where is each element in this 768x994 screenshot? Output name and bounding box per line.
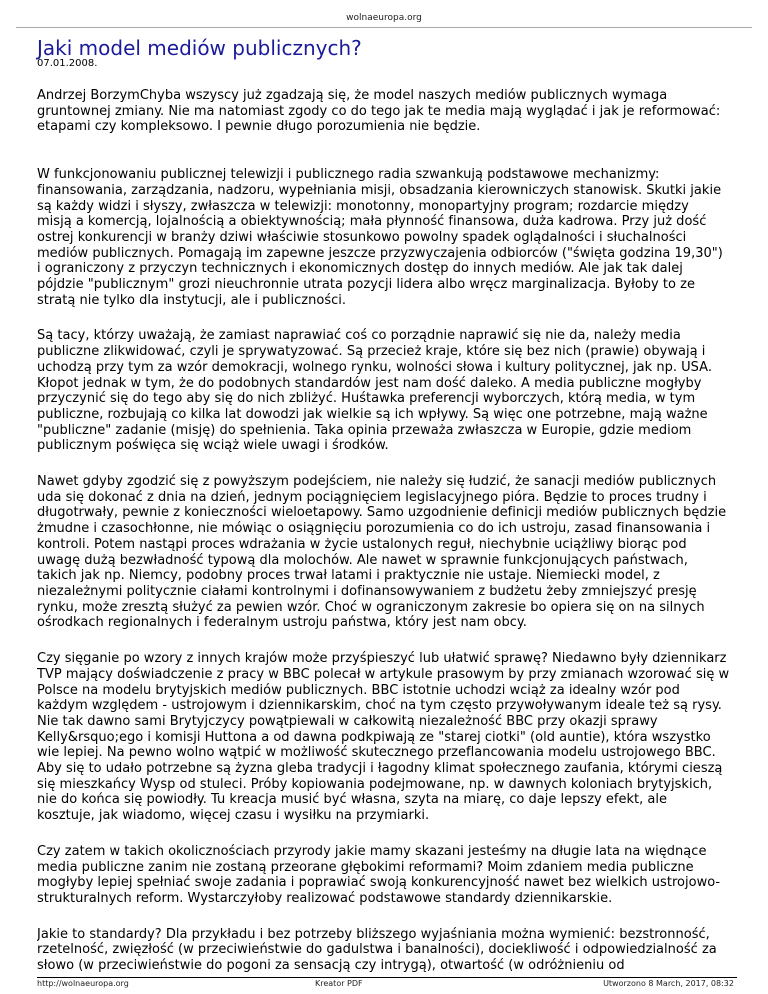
paragraph-lead: Andrzej BorzymChyba wszyscy już zgadzają się, że model naszych mediów publicznych wymaga gruntownej zmiany. Nie ma natomiast zgody co do tego jak te media mają wyglądać i jak je reformować: etapami czy kompleksowo. I pewnie długo porozumienia nie będzie. bbox=[37, 88, 721, 135]
paragraph: Nawet gdyby zgodzić się z powyższym podejściem, nie należy się łudzić, że sanacji mediów publicznych uda się dokonać z dnia na dzień, jednym pociągnięciem legislacyjnego pióra. Będzie to proces trudny i długotrwały, pewnie z konieczności wieloetapowy. Samo uzgodnienie definicji mediów publicznych będzie żmudne i czasochłonne, nie mówiąc o osiągnięciu porozumienia co do ich ustroju, zasad finansowania i kontroli. Potem nastąpi proces wdrażania w życie ustalonych reguł, niechybnie uciążliwy biorąc pod uwagę dużą bezwładność typową dla molochów. Ale nawet w sprawnie funkcjonujących państwach, takich jak np. Niemcy, podobny proces trwał latami i praktycznie nie ustaje. Niemiecki model, z niezależnymi politycznie ciałami kontrolnymi i dofinansowywaniem z budżetu żeby zmniejszyć presję rynku, może zresztą służyć za pewien wzór. Choć w ograniczonym zakresie bo opiera się on na silnych ośrodkach regionalnych i federalnym ustroju państwa, który jest nam obcy. bbox=[37, 474, 727, 631]
paragraph: W funkcjonowaniu publicznej telewizji i publicznego radia szwankują podstawowe mechanizmy: finansowania, zarządzania, nadzoru, wypełniania misji, obsadzania kierowniczych stanowisk. Skutki jakie są każdy widzi i słyszy, zwłaszcza w telewizji: monotonny, monopartyjny program; rozdarcie między misją a komercją, lojalnością a obiektywnością; mała płynność finansowa, duża kadrowa. Przy już dość ostrej konkurencji w branży dziwi właściwie stosunkowo powolny spadek oglądalności i słuchalności mediów publicznych. Pomagają im zapewne jeszcze przyzwyczajenia odbiorców ("święta godzina 19,30") i ograniczony z przyczyn technicznych i ekonomicznych dostęp do innych mediów. Ale jak tak dalej pójdzie "publicznym" grozi nieuchronnie utrata pozycji lidera albo wręcz marginalizacja. Byłoby to ze stratą nie tylko dla instytucji, ale i publiczności. bbox=[37, 167, 723, 308]
article-title: Jaki model mediów publicznych? bbox=[37, 36, 362, 60]
footer-created: Utworzono 8 March, 2017, 08:32 bbox=[603, 979, 734, 988]
paragraph: Czy zatem w takich okolicznościach przyrody jakie mamy skazani jesteśmy na długie lata na więdnące media publiczne zanim nie zostaną przeorane głębokimi reformami? Moim zdaniem media publiczne mogłyby lepiej spełniać swoje zadania i poprawiać swoją konkurencyjność nawet bez wielkich ustrojowo- strukturalnych reform. Wystarczyłoby realizować podstawowe standardy dziennikarskie. bbox=[37, 843, 721, 906]
article-date: 07.01.2008. bbox=[37, 58, 98, 69]
article-body bbox=[37, 88, 737, 974]
footer-url: http://wolnaeuropa.org bbox=[37, 979, 129, 988]
header-divider bbox=[16, 27, 752, 28]
footer-generator: Kreator PDF bbox=[315, 979, 363, 988]
site-header: wolnaeuropa.org bbox=[346, 13, 422, 23]
paragraph: Są tacy, którzy uważają, że zamiast naprawiać coś co porządnie naprawić się nie da, należy media publiczne zlikwidować, czyli je sprywatyzować. Są przecież kraje, które się bez nich (prawie) obywają i uchodzą przy tym za wzór demokracji, wolnego rynku, wolności słowa i kultury politycznej, jak np. USA. Kłopot jednak w tym, że do podobnych standardów jest nam dość daleko. A media publiczne mogłyby przyczynić się do tego aby się do nich zbliżyć. Huśtawka preferencji wyborczych, którą media, w tym publiczne, rozbujają co kilka lat dowodzi jak wielkie są ich wpływy. Są więc one potrzebne, mają ważne "publiczne" zadanie (misję) do spełnienia. Taka opinia przeważa zwłaszcza w Europie, gdzie mediom publicznym poświęca się wciąż wiele uwagi i środków. bbox=[37, 328, 712, 454]
footer-divider bbox=[37, 977, 737, 978]
paragraph: Jakie to standardy? Dla przykładu i bez potrzeby bliższego wyjaśniania można wymienić: bezstronność, rzetelność, zwięzłość (w przeciwieństwie do gadulstwa i banalności), dociekliwość i odpowiedzialność za słowo (w przeciwieństwie do pogoni za sensacją czy intrygą), otwartość (w odróżnieniu od bbox=[37, 926, 717, 974]
paragraph: Czy sięganie po wzory z innych krajów może przyśpieszyć lub ułatwić sprawę? Niedawno były dziennikarz TVP mający doświadczenie z pracy w BBC polecał w artykule prasowym by przy zmianach wzorować się w Polsce na modelu brytyjskich mediów publicznych. BBC istotnie uchodzi wciąż za idealny wzór pod każdym względem - ustrojowym i dziennikarskim, choć na tym często przywoływanym ideale też są rysy. Nie tak dawno sami Brytyjczycy powątpiewali w całkowitą niezależność BBC przy okazji sprawy Kelly&rsquo;ego i komisji Huttona a od dawna podkpiwają ze "starej ciotki" (old auntie), która wszystko wie lepiej. Na pewno wolno wątpić w możliwość skutecznego przeflancowania modelu ustrojowego BBC. Aby się to udało potrzebne są żyzna gleba tradycji i łagodny klimat społecznego zaufania, którymi cieszą się mieszkańcy Wysp od stuleci. Próby kopiowania podejmowane, np. w dawnych koloniach brytyjskich, nie do końca się powiodły. Tu kreacja musić być własna, szyta na miarę, co daje lepszy efekt, ale kosztuje, jak wiadomo, więcej czasu i wysiłku na przymiarki. bbox=[37, 651, 730, 824]
